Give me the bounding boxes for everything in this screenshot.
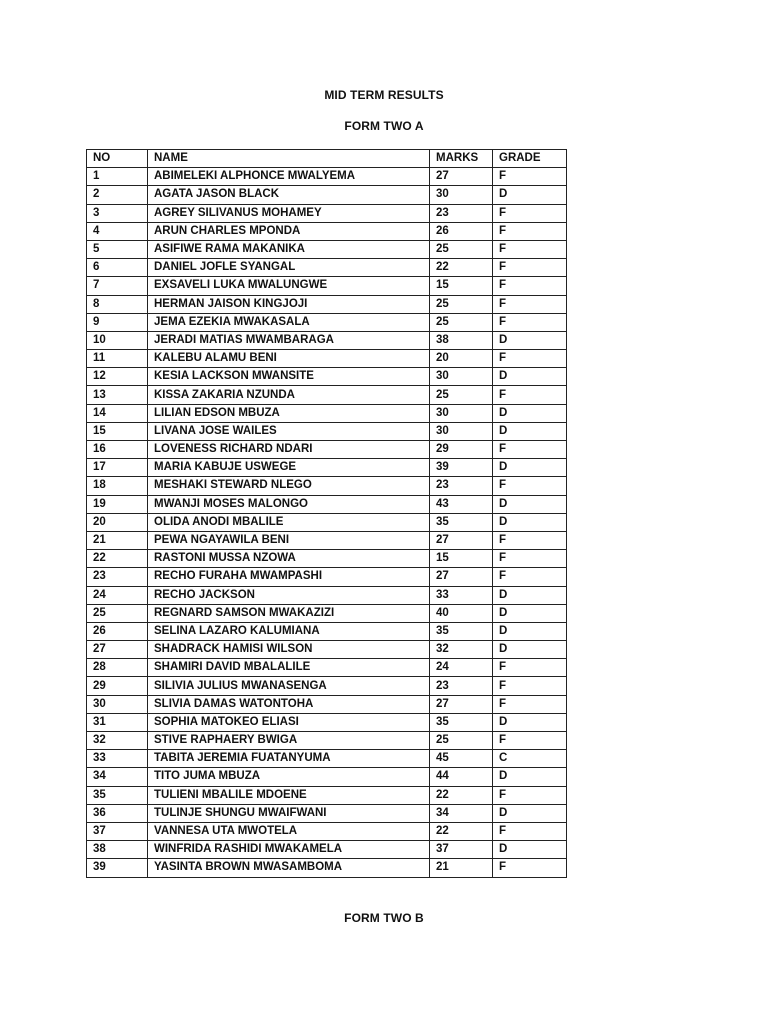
cell-name: KESIA LACKSON MWANSITE bbox=[148, 368, 430, 386]
table-row bbox=[87, 695, 567, 713]
cell-grade: F bbox=[493, 659, 567, 677]
cell-no: 12 bbox=[87, 368, 148, 386]
header-no: NO bbox=[87, 150, 148, 168]
cell-no: 20 bbox=[87, 513, 148, 531]
header-grade: GRADE bbox=[493, 150, 567, 168]
cell-name: SOPHIA MATOKEO ELIASI bbox=[148, 713, 430, 731]
table-row bbox=[87, 713, 567, 731]
table-row bbox=[87, 222, 567, 240]
cell-name: MARIA KABUJE USWEGE bbox=[148, 459, 430, 477]
table-row bbox=[87, 459, 567, 477]
table-row bbox=[87, 495, 567, 513]
cell-no: 39 bbox=[87, 859, 148, 877]
table-row bbox=[87, 331, 567, 349]
cell-marks: 27 bbox=[430, 168, 493, 186]
cell-name: SLIVIA DAMAS WATONTOHA bbox=[148, 695, 430, 713]
table-row bbox=[87, 568, 567, 586]
cell-name: JERADI MATIAS MWAMBARAGA bbox=[148, 331, 430, 349]
cell-grade: D bbox=[493, 641, 567, 659]
table-row bbox=[87, 441, 567, 459]
cell-marks: 35 bbox=[430, 622, 493, 640]
cell-no: 6 bbox=[87, 259, 148, 277]
cell-grade: F bbox=[493, 531, 567, 549]
cell-marks: 26 bbox=[430, 222, 493, 240]
table-row bbox=[87, 186, 567, 204]
cell-no: 2 bbox=[87, 186, 148, 204]
cell-marks: 34 bbox=[430, 804, 493, 822]
cell-marks: 40 bbox=[430, 604, 493, 622]
cell-no: 1 bbox=[87, 168, 148, 186]
cell-marks: 27 bbox=[430, 531, 493, 549]
cell-marks: 22 bbox=[430, 822, 493, 840]
cell-marks: 45 bbox=[430, 750, 493, 768]
table-row bbox=[87, 204, 567, 222]
cell-grade: D bbox=[493, 622, 567, 640]
cell-name: WINFRIDA RASHIDI MWAKAMELA bbox=[148, 841, 430, 859]
cell-grade: F bbox=[493, 277, 567, 295]
table-row bbox=[87, 550, 567, 568]
table-row bbox=[87, 841, 567, 859]
cell-marks: 22 bbox=[430, 259, 493, 277]
table-row bbox=[87, 313, 567, 331]
cell-no: 5 bbox=[87, 240, 148, 258]
cell-marks: 25 bbox=[430, 313, 493, 331]
cell-marks: 30 bbox=[430, 404, 493, 422]
cell-no: 35 bbox=[87, 786, 148, 804]
cell-no: 27 bbox=[87, 641, 148, 659]
cell-no: 38 bbox=[87, 841, 148, 859]
cell-grade: F bbox=[493, 295, 567, 313]
cell-name: SELINA LAZARO KALUMIANA bbox=[148, 622, 430, 640]
cell-name: ABIMELEKI ALPHONCE MWALYEMA bbox=[148, 168, 430, 186]
cell-name: RECHO FURAHA MWAMPASHI bbox=[148, 568, 430, 586]
table-row bbox=[87, 277, 567, 295]
cell-no: 21 bbox=[87, 531, 148, 549]
cell-grade: F bbox=[493, 859, 567, 877]
cell-grade: F bbox=[493, 477, 567, 495]
cell-no: 32 bbox=[87, 732, 148, 750]
cell-grade: F bbox=[493, 386, 567, 404]
cell-marks: 24 bbox=[430, 659, 493, 677]
cell-no: 3 bbox=[87, 204, 148, 222]
cell-grade: F bbox=[493, 732, 567, 750]
cell-no: 23 bbox=[87, 568, 148, 586]
cell-marks: 22 bbox=[430, 786, 493, 804]
cell-grade: D bbox=[493, 459, 567, 477]
table-row bbox=[87, 295, 567, 313]
cell-no: 36 bbox=[87, 804, 148, 822]
cell-marks: 20 bbox=[430, 350, 493, 368]
cell-grade: F bbox=[493, 222, 567, 240]
table-row bbox=[87, 641, 567, 659]
cell-name: RASTONI MUSSA NZOWA bbox=[148, 550, 430, 568]
cell-name: YASINTA BROWN MWASAMBOMA bbox=[148, 859, 430, 877]
cell-no: 28 bbox=[87, 659, 148, 677]
cell-marks: 43 bbox=[430, 495, 493, 513]
cell-marks: 39 bbox=[430, 459, 493, 477]
cell-grade: D bbox=[493, 841, 567, 859]
cell-name: DANIEL JOFLE SYANGAL bbox=[148, 259, 430, 277]
table-row bbox=[87, 422, 567, 440]
cell-no: 15 bbox=[87, 422, 148, 440]
cell-marks: 23 bbox=[430, 677, 493, 695]
table-row bbox=[87, 240, 567, 258]
table-row bbox=[87, 804, 567, 822]
cell-marks: 44 bbox=[430, 768, 493, 786]
cell-name: TABITA JEREMIA FUATANYUMA bbox=[148, 750, 430, 768]
cell-name: TULIENI MBALILE MDOENE bbox=[148, 786, 430, 804]
cell-name: PEWA NGAYAWILA BENI bbox=[148, 531, 430, 549]
cell-name: MWANJI MOSES MALONGO bbox=[148, 495, 430, 513]
cell-no: 26 bbox=[87, 622, 148, 640]
cell-name: VANNESA UTA MWOTELA bbox=[148, 822, 430, 840]
cell-grade: D bbox=[493, 368, 567, 386]
table-row bbox=[87, 477, 567, 495]
cell-grade: F bbox=[493, 550, 567, 568]
cell-no: 4 bbox=[87, 222, 148, 240]
cell-no: 37 bbox=[87, 822, 148, 840]
cell-name: OLIDA ANODI MBALILE bbox=[148, 513, 430, 531]
cell-grade: F bbox=[493, 350, 567, 368]
cell-grade: D bbox=[493, 495, 567, 513]
cell-marks: 27 bbox=[430, 568, 493, 586]
header-name: NAME bbox=[148, 150, 430, 168]
cell-no: 17 bbox=[87, 459, 148, 477]
cell-grade: D bbox=[493, 768, 567, 786]
cell-name: TULINJE SHUNGU MWAIFWANI bbox=[148, 804, 430, 822]
cell-name: ASIFIWE RAMA MAKANIKA bbox=[148, 240, 430, 258]
cell-grade: F bbox=[493, 786, 567, 804]
cell-grade: F bbox=[493, 568, 567, 586]
cell-marks: 29 bbox=[430, 441, 493, 459]
cell-grade: D bbox=[493, 604, 567, 622]
cell-name: TITO JUMA MBUZA bbox=[148, 768, 430, 786]
cell-marks: 23 bbox=[430, 204, 493, 222]
cell-no: 34 bbox=[87, 768, 148, 786]
table-row bbox=[87, 259, 567, 277]
cell-marks: 32 bbox=[430, 641, 493, 659]
table-row bbox=[87, 768, 567, 786]
table-row bbox=[87, 732, 567, 750]
table-row bbox=[87, 168, 567, 186]
cell-marks: 21 bbox=[430, 859, 493, 877]
cell-no: 13 bbox=[87, 386, 148, 404]
header-marks: MARKS bbox=[430, 150, 493, 168]
cell-grade: D bbox=[493, 586, 567, 604]
table-row bbox=[87, 404, 567, 422]
cell-no: 22 bbox=[87, 550, 148, 568]
cell-grade: F bbox=[493, 240, 567, 258]
table-row bbox=[87, 622, 567, 640]
cell-marks: 35 bbox=[430, 513, 493, 531]
cell-grade: F bbox=[493, 441, 567, 459]
cell-marks: 25 bbox=[430, 295, 493, 313]
cell-grade: D bbox=[493, 186, 567, 204]
cell-name: MESHAKI STEWARD NLEGO bbox=[148, 477, 430, 495]
cell-name: LIVANA JOSE WAILES bbox=[148, 422, 430, 440]
cell-name: SHAMIRI DAVID MBALALILE bbox=[148, 659, 430, 677]
cell-grade: F bbox=[493, 259, 567, 277]
cell-grade: D bbox=[493, 331, 567, 349]
cell-grade: D bbox=[493, 422, 567, 440]
cell-no: 11 bbox=[87, 350, 148, 368]
table-row bbox=[87, 859, 567, 877]
cell-marks: 25 bbox=[430, 732, 493, 750]
cell-grade: F bbox=[493, 313, 567, 331]
section-title: FORM TWO A bbox=[344, 119, 424, 133]
table-row bbox=[87, 531, 567, 549]
cell-no: 16 bbox=[87, 441, 148, 459]
cell-grade: F bbox=[493, 168, 567, 186]
cell-marks: 30 bbox=[430, 368, 493, 386]
document-title: MID TERM RESULTS bbox=[324, 88, 444, 102]
cell-grade: D bbox=[493, 804, 567, 822]
table-row bbox=[87, 386, 567, 404]
cell-name: LILIAN EDSON MBUZA bbox=[148, 404, 430, 422]
cell-no: 14 bbox=[87, 404, 148, 422]
table-row bbox=[87, 677, 567, 695]
cell-grade: F bbox=[493, 204, 567, 222]
cell-name: AGATA JASON BLACK bbox=[148, 186, 430, 204]
cell-marks: 37 bbox=[430, 841, 493, 859]
table-row bbox=[87, 368, 567, 386]
cell-no: 7 bbox=[87, 277, 148, 295]
cell-name: SILIVIA JULIUS MWANASENGA bbox=[148, 677, 430, 695]
cell-name: KISSA ZAKARIA NZUNDA bbox=[148, 386, 430, 404]
cell-marks: 38 bbox=[430, 331, 493, 349]
cell-marks: 30 bbox=[430, 186, 493, 204]
cell-marks: 25 bbox=[430, 240, 493, 258]
table-row bbox=[87, 350, 567, 368]
cell-no: 31 bbox=[87, 713, 148, 731]
cell-grade: D bbox=[493, 404, 567, 422]
cell-marks: 33 bbox=[430, 586, 493, 604]
results-table-header bbox=[87, 150, 567, 168]
next-section-title: FORM TWO B bbox=[344, 911, 424, 925]
cell-marks: 23 bbox=[430, 477, 493, 495]
results-table bbox=[86, 149, 567, 878]
table-row bbox=[87, 750, 567, 768]
cell-no: 29 bbox=[87, 677, 148, 695]
cell-name: RECHO JACKSON bbox=[148, 586, 430, 604]
cell-marks: 27 bbox=[430, 695, 493, 713]
cell-no: 24 bbox=[87, 586, 148, 604]
cell-name: REGNARD SAMSON MWAKAZIZI bbox=[148, 604, 430, 622]
table-row bbox=[87, 586, 567, 604]
cell-grade: D bbox=[493, 713, 567, 731]
cell-name: JEMA EZEKIA MWAKASALA bbox=[148, 313, 430, 331]
cell-no: 10 bbox=[87, 331, 148, 349]
cell-marks: 25 bbox=[430, 386, 493, 404]
cell-no: 18 bbox=[87, 477, 148, 495]
header-row bbox=[87, 150, 567, 168]
table-row bbox=[87, 786, 567, 804]
cell-name: SHADRACK HAMISI WILSON bbox=[148, 641, 430, 659]
cell-grade: F bbox=[493, 695, 567, 713]
table-row bbox=[87, 604, 567, 622]
cell-marks: 30 bbox=[430, 422, 493, 440]
table-row bbox=[87, 659, 567, 677]
cell-name: KALEBU ALAMU BENI bbox=[148, 350, 430, 368]
cell-grade: F bbox=[493, 677, 567, 695]
cell-grade: F bbox=[493, 822, 567, 840]
results-table-body bbox=[87, 168, 567, 877]
cell-name: AGREY SILIVANUS MOHAMEY bbox=[148, 204, 430, 222]
cell-name: HERMAN JAISON KINGJOJI bbox=[148, 295, 430, 313]
cell-no: 8 bbox=[87, 295, 148, 313]
cell-no: 30 bbox=[87, 695, 148, 713]
cell-marks: 35 bbox=[430, 713, 493, 731]
table-row bbox=[87, 822, 567, 840]
cell-name: STIVE RAPHAERY BWIGA bbox=[148, 732, 430, 750]
cell-no: 33 bbox=[87, 750, 148, 768]
table-row bbox=[87, 513, 567, 531]
cell-grade: D bbox=[493, 513, 567, 531]
cell-no: 19 bbox=[87, 495, 148, 513]
cell-grade: C bbox=[493, 750, 567, 768]
cell-no: 9 bbox=[87, 313, 148, 331]
cell-no: 25 bbox=[87, 604, 148, 622]
cell-name: EXSAVELI LUKA MWALUNGWE bbox=[148, 277, 430, 295]
cell-name: LOVENESS RICHARD NDARI bbox=[148, 441, 430, 459]
cell-name: ARUN CHARLES MPONDA bbox=[148, 222, 430, 240]
cell-marks: 15 bbox=[430, 550, 493, 568]
cell-marks: 15 bbox=[430, 277, 493, 295]
